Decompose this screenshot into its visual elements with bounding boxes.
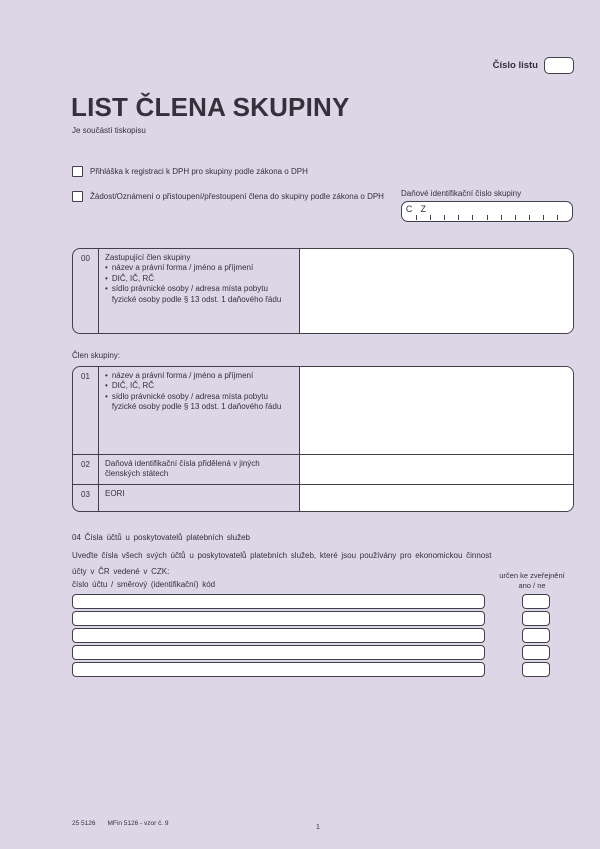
member-table	[72, 366, 574, 512]
row-label: EORI	[99, 485, 300, 511]
table-row	[73, 484, 573, 511]
account-number-input[interactable]	[72, 662, 485, 677]
account-number-input[interactable]	[72, 611, 485, 626]
tax-id-cell	[487, 202, 501, 221]
publish-flag-input[interactable]	[522, 594, 550, 609]
accounts-heading: 04 Čísla účtů u poskytovatelů platebních služeb	[72, 533, 250, 542]
bullet-item: • DIČ, IČ, RČ	[111, 381, 155, 391]
row-number: 00	[73, 249, 99, 333]
bullet-item: • název a právní forma / jméno a příjmení	[111, 371, 254, 380]
application-checkbox[interactable]	[72, 191, 83, 202]
group-tax-id-label: Daňové identifikační číslo skupiny	[401, 189, 522, 198]
member-eori-input-area[interactable]	[300, 485, 573, 511]
account-row	[72, 594, 550, 609]
tax-id-cell	[473, 202, 487, 221]
row-label	[99, 249, 300, 333]
bullet-item: • sídlo právnické osoby / adresa místa pobytu fyzické osoby podle § 13 odst. 1 daňového řádu	[111, 284, 282, 304]
member-identity-input-area[interactable]	[300, 367, 573, 454]
tax-id-cell	[459, 202, 473, 221]
table-row	[73, 367, 573, 454]
bullet-item: • sídlo právnické osoby / adresa místa pobytu fyzické osoby podle § 13 odst. 1 daňového řádu	[111, 391, 282, 412]
tax-id-cell	[558, 202, 572, 221]
registration-checkbox-label: Přihláška k registraci k DPH pro skupiny podle zákona o DPH	[90, 166, 308, 176]
registration-option-row	[72, 166, 308, 177]
application-option-row	[72, 191, 384, 202]
account-row	[72, 628, 550, 643]
accounts-instruction: Uveďte čísla všech svých účtů u poskytovatelů platebních služeb, které jsou používány pro ekonomickou činnost	[72, 551, 492, 560]
page-number: 1	[316, 824, 320, 831]
row-number: 02	[73, 455, 99, 484]
table-row	[73, 249, 573, 333]
tax-id-cell-prefix-z: Z	[416, 202, 430, 221]
application-checkbox-label: Žádost/Oznámení o přistoupení/přestoupení člena do skupiny podle zákona o DPH	[90, 191, 384, 201]
page-title: LIST ČLENA SKUPINY	[71, 92, 350, 122]
page-subtitle: Je součástí tiskopisu	[72, 126, 146, 135]
bullet-item: • DIČ, IČ, RČ	[111, 273, 155, 283]
account-row	[72, 662, 550, 677]
representative-table	[72, 248, 574, 334]
account-row	[72, 645, 550, 660]
tax-id-cell-prefix-c: C	[405, 204, 413, 214]
tax-id-cell	[501, 202, 515, 221]
publish-header-line2: ano / ne	[518, 581, 546, 591]
representative-title: Zastupující člen skupiny	[105, 253, 191, 262]
account-row	[72, 611, 550, 626]
registration-checkbox[interactable]	[72, 166, 83, 177]
tax-id-cell	[530, 202, 544, 221]
bullet-item: • název a právní forma / jméno a příjmení	[111, 263, 254, 273]
sheet-number-label: Číslo listu	[492, 60, 538, 71]
member-section-label: Člen skupiny:	[72, 351, 121, 360]
publish-flag-input[interactable]	[522, 611, 550, 626]
accounts-currency-note: účty v ČR vedené v CZK:	[72, 567, 170, 576]
member-foreign-taxid-input-area[interactable]	[300, 455, 573, 484]
publish-flag-input[interactable]	[522, 628, 550, 643]
row-label: Daňová identifikační čísla přidělená v jiných členských státech	[99, 455, 300, 484]
footer	[72, 820, 169, 827]
representative-input-area[interactable]	[300, 249, 573, 333]
account-number-input[interactable]	[72, 628, 485, 643]
accounts-column-label: číslo účtu / směrový (identifikační) kód	[72, 580, 216, 589]
publish-header-line1: určen ke zveřejnění	[499, 571, 565, 580]
publish-column-header	[488, 571, 576, 591]
form-code: MFin 5126 - vzor č. 9	[107, 820, 169, 827]
form-number: 25 5126	[72, 820, 96, 827]
publish-flag-input[interactable]	[522, 662, 550, 677]
tax-id-cell	[544, 202, 558, 221]
account-number-input[interactable]	[72, 594, 485, 609]
account-rows	[72, 594, 550, 679]
group-tax-id-input[interactable]	[401, 201, 573, 222]
account-number-input[interactable]	[72, 645, 485, 660]
row-number: 03	[73, 485, 99, 511]
tax-id-cell	[430, 202, 444, 221]
tax-id-cell	[515, 202, 529, 221]
publish-flag-input[interactable]	[522, 645, 550, 660]
row-number: 01	[73, 367, 99, 454]
table-row	[73, 454, 573, 484]
row-label	[99, 367, 300, 454]
sheet-number-input[interactable]	[544, 57, 574, 74]
tax-id-cell	[445, 202, 459, 221]
